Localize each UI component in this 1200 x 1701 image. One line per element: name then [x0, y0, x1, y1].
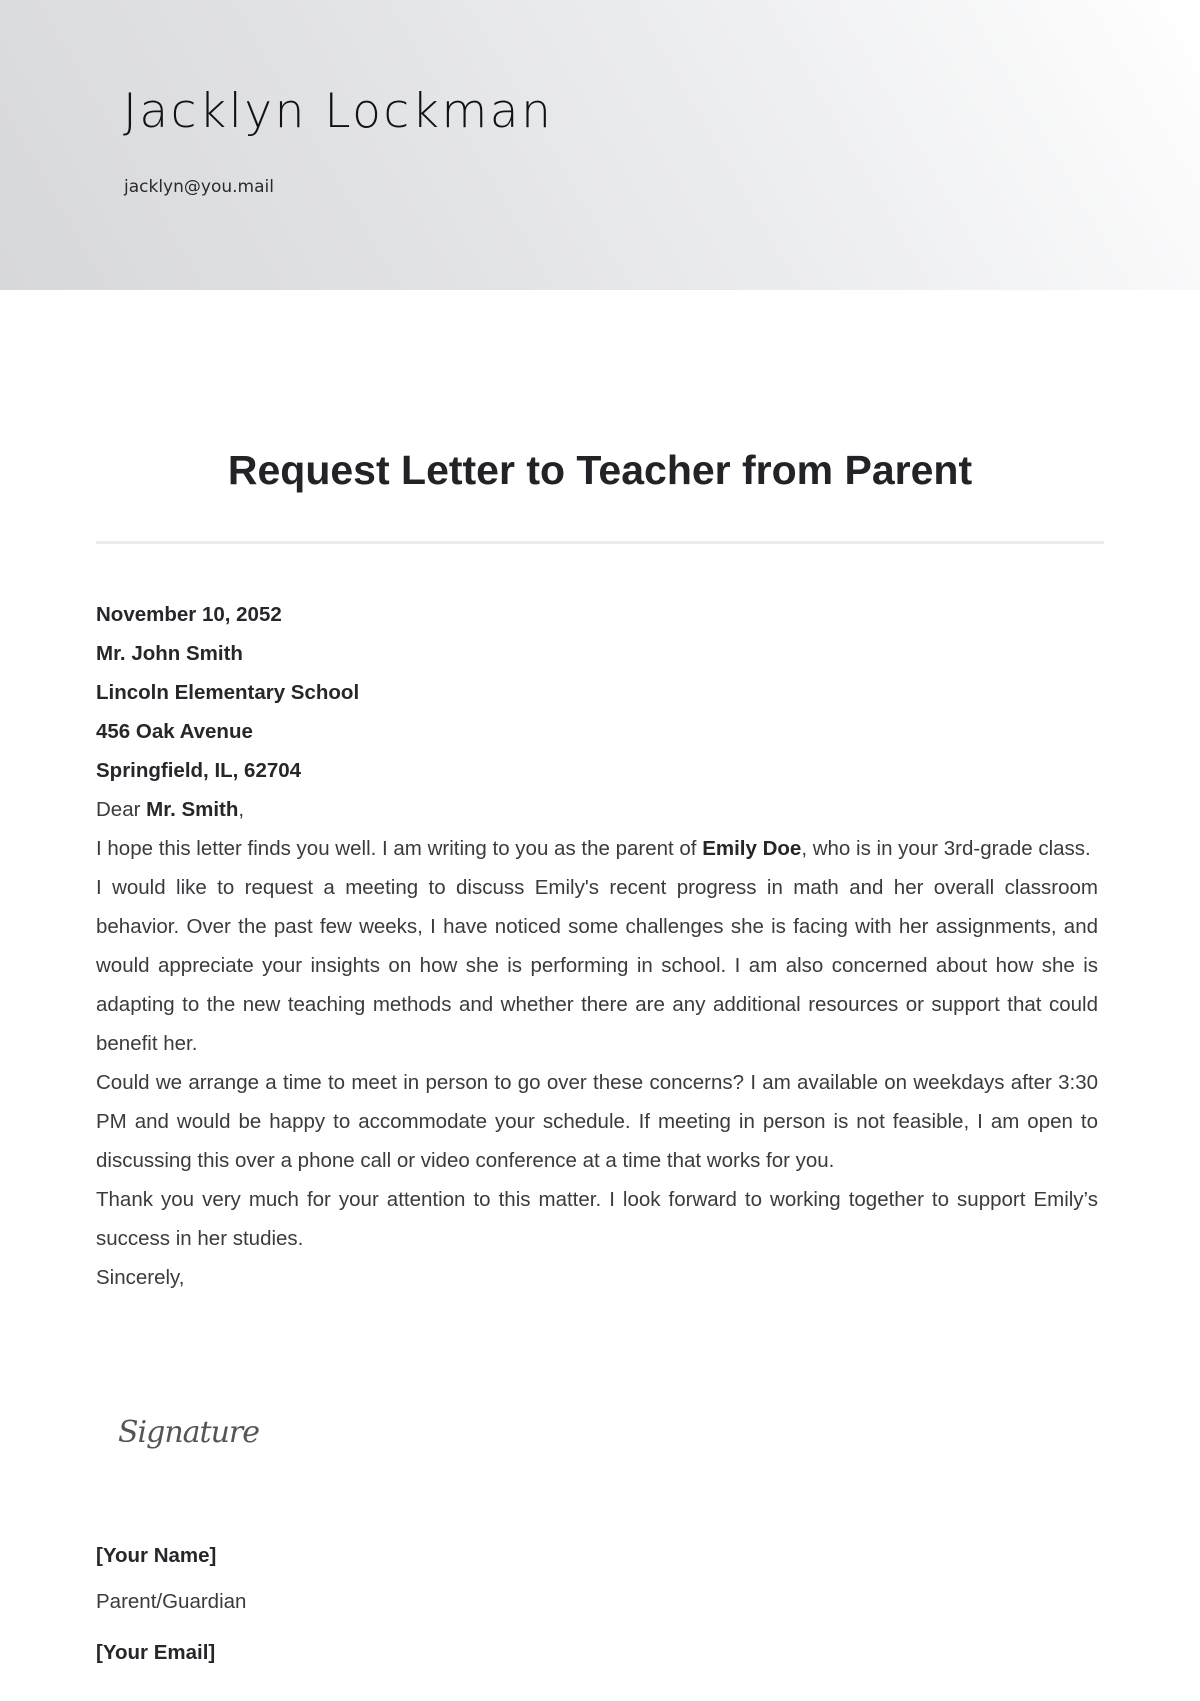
paragraph-intro-text-end: , who is in your 3rd-grade class. — [801, 837, 1091, 860]
paragraph-request: I would like to request a meeting to discuss Emily's recent progress in math and her overall classroom behavior. Over the past few weeks, I have noticed some challenges she is facing with her assignments, and would appreciate your insights on how she is performing in school. I am also concerned about how she is adapting to the new teaching methods and whether there are any additional resources or support that could benefit her. — [96, 876, 1098, 1055]
salutation-name: Mr. Smith — [146, 798, 239, 821]
letterhead — [0, 0, 1200, 290]
title-divider — [96, 541, 1104, 544]
recipient-school: Lincoln Elementary School — [96, 681, 360, 704]
salutation-prefix: Dear — [96, 798, 147, 821]
letter-body — [96, 595, 1098, 1297]
sender-role: Parent/Guardian — [96, 1590, 247, 1613]
paragraph-intro-text: I hope this letter finds you well. I am writing to you as the parent of — [96, 837, 703, 860]
recipient-name: Mr. John Smith — [96, 642, 243, 665]
sender-email: jacklyn@you.mail — [124, 177, 274, 197]
sender-name: [Your Name] — [96, 1544, 217, 1567]
signature: Signature — [118, 1415, 260, 1450]
letter-date: November 10, 2052 — [96, 603, 282, 626]
closing: Sincerely, — [96, 1266, 185, 1289]
sender-name-heading: Jacklyn Lockman — [123, 84, 554, 139]
paragraph-thanks: Thank you very much for your attention to this matter. I look forward to working together to support Emily’s success in her studies. — [96, 1188, 1098, 1250]
recipient-street: 456 Oak Avenue — [96, 720, 253, 743]
paragraph-availability: Could we arrange a time to meet in person to go over these concerns? I am available on weekdays after 3:30 PM and would be happy to accommodate your schedule. If meeting in person is not feasible, I am open to discussing this over a phone call or video conference at a time that works for you. — [96, 1071, 1098, 1172]
document-title: Request Letter to Teacher from Parent — [227, 447, 973, 493]
paragraph-intro — [96, 829, 1098, 868]
salutation-suffix: , — [238, 798, 245, 821]
sender-email-placeholder: [Your Email] — [96, 1641, 216, 1664]
recipient-city: Springfield, IL, 62704 — [96, 759, 302, 782]
student-name: Emily Doe — [702, 837, 802, 860]
salutation — [96, 790, 1098, 829]
